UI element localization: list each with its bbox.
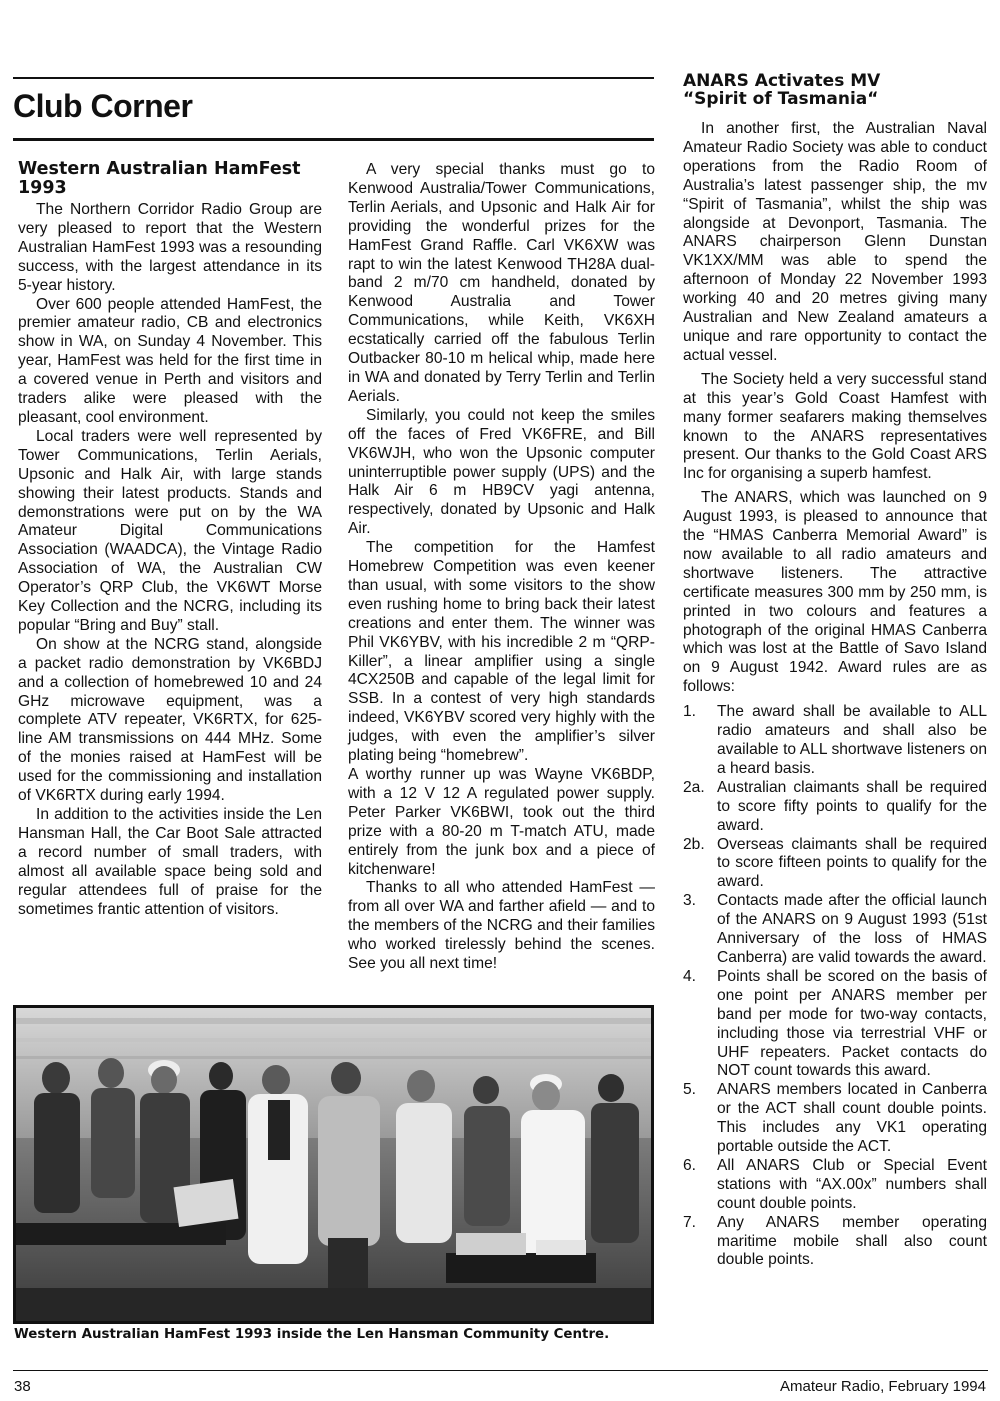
photo-caption: Western Australian HamFest 1993 inside the Len Hansman Community Centre. bbox=[14, 1327, 610, 1342]
article1-col1-para-3: Local traders were well represented by Tower Communications, Terlin Aerials, Upsonic and Halk Air, with large stands showing their latest products. Stands and demonstrations were put on by the WA Amateur Digital Communications Association (WAADCA), the Vintage Radio Association of WA, the Australian CW Operator’s QRP Club, the VK6WT Morse Key Collection and the NCRG, including its popular “Bring and Buy” stall. bbox=[18, 427, 322, 634]
article1-col2-para-2: Similarly, you could not keep the smiles off the faces of Fred VK6FRE, and Bill VK6WJH, who won the Upsonic computer uninterruptible power supply (UPS) and the Halk Air 6 m HB9CV yagi antenna, respectively, donated by Upsonic and Halk Air. bbox=[348, 406, 655, 538]
award-rules-list bbox=[683, 703, 987, 1270]
list-item bbox=[683, 836, 987, 893]
article1-col2-para-1: A very special thanks must go to Kenwood Australia/Tower Communications, Terlin Aerials, and Upsonic and Halk Air for providing the wonderful prizes for the HamFest Grand Raffle. Carl VK6XW was rapt to win the latest Kenwood TH28A dual-band 2 m/70 cm handheld, donated by Kenwood Australia and Tower Communications, while Keith, VK6XH ecstatically carried off the fabulous Terlin Outbacker 80-10 m helical whip, made here in WA and donated by Terry Terlin and Terlin Aerials. bbox=[348, 161, 655, 405]
list-item bbox=[683, 779, 987, 836]
article2-para-3: The ANARS, which was launched on 9 August 1993, is pleased to announce that the “HMAS Canberra Memorial Award” is now available to all radio amateurs and shortwave listeners. The attractive certificate measures 300 mm by 250 mm, is printed in two colours and features a photograph of the original HMAS Canberra which was lost at the Battle of Savo Island on 9 August 1942. Award rules are as follows: bbox=[683, 489, 987, 696]
publication-footer: Amateur Radio, February 1994 bbox=[780, 1378, 986, 1395]
article1-column1 bbox=[18, 160, 322, 919]
article1-col1-para-4: On show at the NCRG stand, alongside a packet radio demonstration by VK6BDJ and a collection of homebrewed 10 and 24 GHz microwave equipment, was a complete ATV repeater, VK6RTX, for 625-line AM transmissions on 444 MHz. Some of the monies raised at HamFest will be used for the commissioning and installation of VK6RTX during early 1994. bbox=[18, 635, 322, 805]
rule-text: Overseas claimants shall be required to score fifteen points to qualify for the award. bbox=[717, 835, 987, 891]
article2-title bbox=[683, 72, 987, 108]
article2-title-line1: ANARS Activates MV bbox=[683, 71, 881, 91]
rule-text: ANARS members located in Canberra or the ACT shall count double points. This includes any VK1 operating portable outside the ACT. bbox=[717, 1081, 987, 1156]
rule-text: Any ANARS member operating maritime mobile shall also count double points. bbox=[717, 1213, 987, 1269]
article1-col2-para-4: A worthy runner up was Wayne VK6BDP, with a 12 V 12 A regulated power supply. Peter Parker VK6BWI, took out the third prize with a 80-20 m T-match ATU, made entirely from the junk box and a piece of kitchenware! bbox=[348, 766, 655, 878]
article1-col1-para-1: The Northern Corridor Radio Group are very pleased to report that the Western Australian HamFest 1993 was a resounding success, with the largest attendance in its 5-year history. bbox=[18, 201, 322, 294]
article2-column bbox=[683, 72, 987, 1270]
rule-text: Contacts made after the official launch of the ANARS on 9 August 1993 (51st Anniversary of the loss of HMAS Canberra) are valid towards the award. bbox=[717, 892, 987, 966]
rule-text: The award shall be available to ALL radio amateurs and shall also be available to ALL shortwave listeners on a heard basis. bbox=[717, 703, 987, 777]
rule-number: 6. bbox=[683, 1156, 697, 1174]
list-item bbox=[683, 703, 987, 779]
title-underline-rule bbox=[13, 138, 654, 141]
article1-col1-para-5: In addition to the activities inside the Len Hansman Hall, the Car Boot Sale attracted a record number of small traders, with almost all available space being sold and regular attendees full of praise for the sometimes frantic attention of visitors. bbox=[18, 806, 322, 918]
article1-col2-para-5: Thanks to all who attended HamFest — from all over WA and farther afield — and to the members of the NCRG and their families who worked tirelessly behind the scenes. See you all next time! bbox=[348, 879, 655, 973]
rule-number: 4. bbox=[683, 967, 697, 985]
hamfest-crowd-image bbox=[16, 1008, 651, 1321]
rule-number: 7. bbox=[683, 1213, 697, 1231]
rule-number: 2a. bbox=[683, 778, 705, 796]
page-number: 38 bbox=[14, 1378, 31, 1395]
list-item bbox=[683, 1081, 987, 1157]
article1-col2-para-3: The competition for the Hamfest Homebrew Competition was even keener than usual, with some visitors to the show even rushing home to bring back their latest creations and enter them. The winner was Phil VK6YBV, with his incredible 2 m “QRP-Killer”, a linear amplifier using a single 4CX250B and capable of the legal limit for SSB. In a contest of very high standards indeed, VK6YBV scored very highly with the judges, with even the amplifier’s silver plating being “homebrew”. bbox=[348, 539, 655, 765]
rule-number: 3. bbox=[683, 892, 697, 910]
list-item bbox=[683, 1157, 987, 1214]
list-item bbox=[683, 892, 987, 968]
footer-rule bbox=[13, 1370, 988, 1371]
hamfest-photo bbox=[13, 1005, 654, 1324]
rule-number: 5. bbox=[683, 1081, 697, 1099]
section-title: Club Corner bbox=[13, 88, 193, 124]
rule-text: All ANARS Club or Special Event stations with “AX.00x” numbers shall count double points. bbox=[717, 1156, 987, 1212]
rule-number: 1. bbox=[683, 703, 697, 721]
article2-para-1: In another first, the Australian Naval Amateur Radio Society was able to conduct operations from the Radio Room of Australia’s latest passenger ship, the mv “Spirit of Tasmania”, whilst the ship was alongside at Devonport, Tasmania. The ANARS chairperson Glenn Dunstan VK1XX/MM was able to spend the afternoon of Monday 22 November 1993 working 40 and 20 metres giving many Australian and New Zealand amateurs a unique and rare opportunity to contact the actual vessel. bbox=[683, 120, 987, 364]
article2-title-line2: “Spirit of Tasmania“ bbox=[683, 89, 879, 109]
rule-text: Points shall be scored on the basis of one point per ANARS member per band per mode for two-way contacts, including those via terrestrial VHF or UHF repeaters. Packet contacts do NOT count towards this award. bbox=[717, 967, 987, 1080]
list-item bbox=[683, 1214, 987, 1271]
article1-title: Western Australian HamFest 1993 bbox=[18, 159, 301, 198]
list-item bbox=[683, 968, 987, 1081]
article1-column2 bbox=[348, 161, 655, 974]
rule-text: Australian claimants shall be required to score fifty points to qualify for the award. bbox=[717, 778, 987, 834]
article2-para-2: The Society held a very successful stand at this year’s Gold Coast Hamfest with many former seafarers making themselves known to the ANARS representatives present. Our thanks to the Gold Coast ARS Inc for organising a superb hamfest. bbox=[683, 370, 987, 483]
rule-number: 2b. bbox=[683, 835, 705, 853]
top-rule bbox=[13, 77, 654, 79]
article1-col1-para-2: Over 600 people attended HamFest, the premier amateur radio, CB and electronics show in WA, on Sunday 4 November. This year, HamFest was held for the first time in a covered venue in Perth and visitors and traders alike were pleased with the pleasant, cool environment. bbox=[18, 295, 322, 426]
